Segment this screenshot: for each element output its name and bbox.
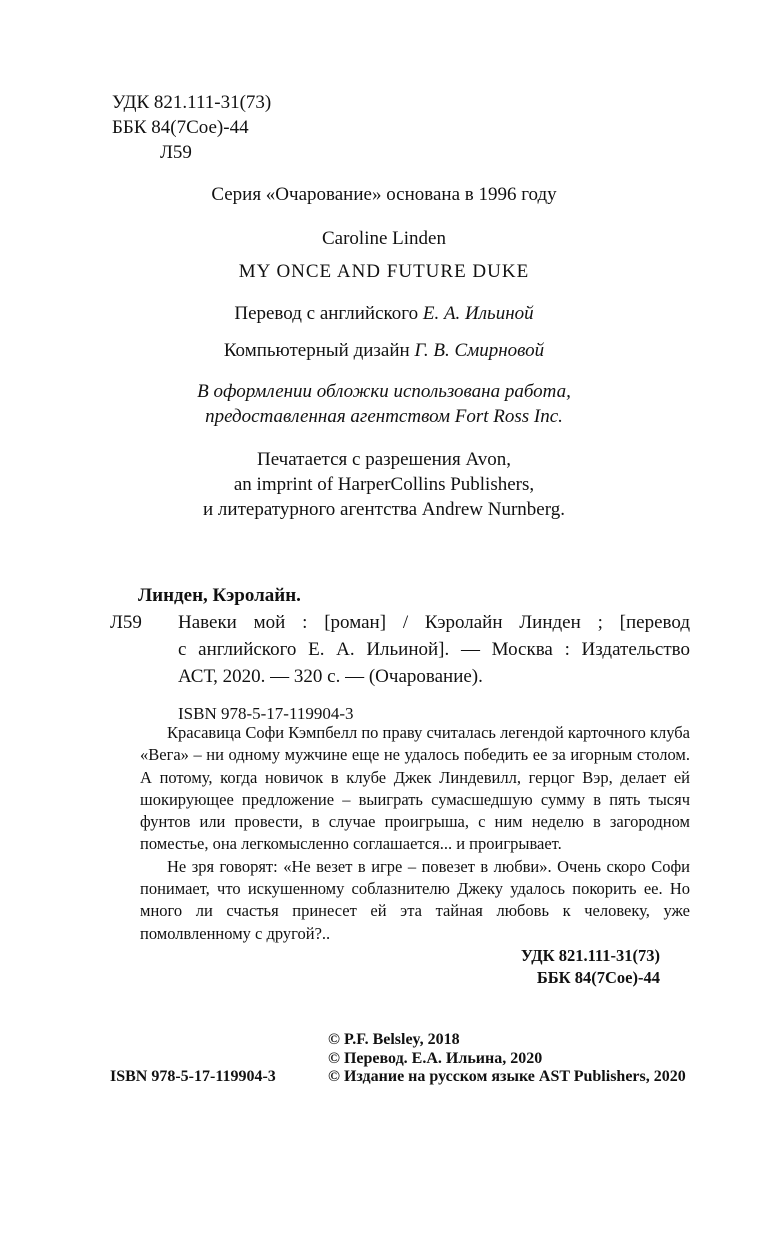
- cover-note-line2: предоставленная агентством Fort Ross Inc.: [205, 406, 563, 427]
- footer-isbn: ISBN 978-5-17-119904-3: [110, 1068, 276, 1085]
- series-note: Серия «Очарование» основана в 1996 году: [211, 184, 557, 205]
- original-author: Caroline Linden: [322, 228, 446, 249]
- permission-line2: an imprint of HarperCollins Publishers,: [233, 474, 535, 495]
- bib-line-1: Навеки мой : [роман] / Кэролайн Линден ; [перевод: [178, 612, 690, 633]
- permission-line1: Печатается с разрешения Avon,: [256, 449, 512, 470]
- translation-label: Перевод с английского: [234, 303, 419, 324]
- copyright-translation: © Перевод. Е.А. Ильина, 2020: [328, 1049, 543, 1067]
- design-credit: [0, 340, 768, 362]
- bibliographic-record: [110, 582, 690, 727]
- annotation: [140, 722, 690, 990]
- copyright-original: © P.F. Belsley, 2018: [328, 1031, 460, 1048]
- permission-line3: и литературного агентства Andrew Nurnberg.: [203, 499, 565, 520]
- annotation-bbk: ББК 84(7Сое)-44: [536, 968, 660, 988]
- bib-line-3: АСТ, 2020. — 320 с. — (Очарование).: [178, 666, 483, 687]
- annotation-udk: УДК 821.111-31(73): [520, 945, 660, 965]
- copyright-edition: © Издание на русском языке AST Publishers, 2020: [328, 1068, 686, 1085]
- bib-author-mark: Л59: [110, 612, 142, 633]
- copyright-list: [328, 1031, 686, 1087]
- bib-line-2: с английского Е. А. Ильиной]. — Москва : Издательство: [178, 639, 690, 660]
- original-title: MY ONCE AND FUTURE DUKE: [238, 261, 530, 282]
- bbk-code: ББК 84(7Сое)-44: [112, 117, 249, 138]
- annotation-paragraph-1: Красавица Софи Кэмпбелл по праву считалась легендой карточного клуба «Вега» – ни одному мужчине еще не удалось победить ее за игорным столом. А потому, когда новичок в клубе Джек Линдевилл, герцог Вэр, делает ей шокирующее предложение – выиграть сумасшедшую сумму в пять тысяч фунтов или провести, в случае проигрыша, с ним неделю в загородном поместье, она легкомысленно соглашается... и проигрывает.: [140, 723, 690, 854]
- annotation-paragraph-2: Не зря говорят: «Не везет в игре – повезет в любви». Очень скоро Софи понимает, что искушенному соблазнителю Джеку удалось покорить ее. Но много ли счастья принесет ей эта тайная любовь к человеку, уже помолвленному с другой?..: [140, 856, 690, 943]
- design-label: Компьютерный дизайн: [223, 340, 410, 361]
- bib-author-heading: Линден, Кэролайн.: [138, 585, 301, 606]
- bib-isbn: ISBN 978-5-17-119904-3: [178, 704, 354, 723]
- cover-note-line1: В оформлении обложки использована работа,: [197, 381, 571, 402]
- translator-name: Е. А. Ильиной: [422, 303, 534, 324]
- author-mark: Л59: [160, 142, 192, 163]
- translation-credit: [0, 303, 768, 325]
- designer-name: Г. В. Смирновой: [414, 340, 545, 361]
- udk-code: УДК 821.111-31(73): [112, 92, 272, 113]
